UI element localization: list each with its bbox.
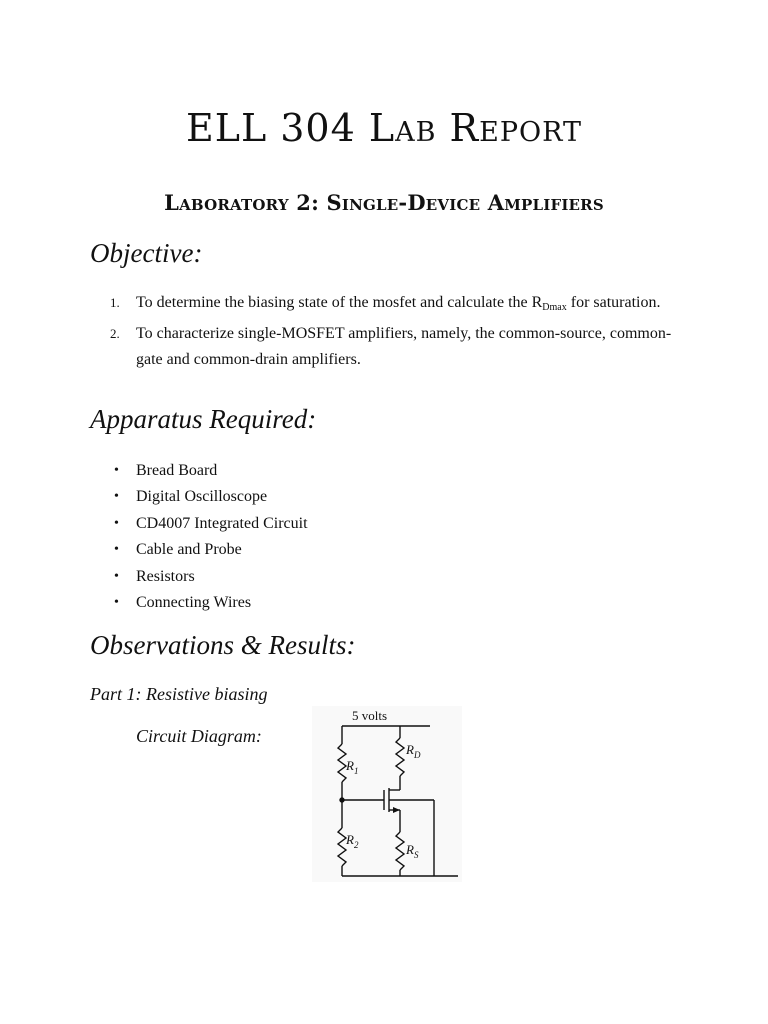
list-item xyxy=(110,484,510,510)
bullet-icon: • xyxy=(114,463,119,478)
circuit-diagram-label: Circuit Diagram: xyxy=(136,726,262,746)
rs-label: $R_S$ xyxy=(406,842,419,860)
subscript: Dmax xyxy=(542,302,567,313)
objective-list xyxy=(110,290,690,373)
objective-item-2 xyxy=(110,321,690,373)
supply-label: 5 volts xyxy=(352,708,388,723)
rs-resistor xyxy=(396,832,404,870)
list-item xyxy=(110,458,510,484)
circuit-diagram xyxy=(312,706,462,882)
list-item xyxy=(110,537,510,563)
objective-heading: Objective: xyxy=(90,238,203,268)
item-text: Digital Oscilloscope xyxy=(136,488,268,506)
apparatus-heading: Apparatus Required: xyxy=(90,404,317,434)
bullet-icon: • xyxy=(114,542,119,558)
objective-text: To characterize single-MOSFET amplifiers, namely, the common-source, common-gate and common-drain amplifiers. xyxy=(136,325,672,368)
rd-resistor xyxy=(396,738,404,776)
list-number: 1. xyxy=(110,295,120,310)
part1-title: Part 1: Resistive biasing xyxy=(90,684,268,704)
r2-resistor xyxy=(338,828,346,866)
report-title: ELL 304 Lab Report xyxy=(185,106,583,150)
r1-resistor xyxy=(338,744,346,782)
rd-label: $R_D$ xyxy=(406,742,421,760)
lab-subtitle: Laboratory 2: Single-Device Amplifiers xyxy=(164,190,604,215)
list-number: 2. xyxy=(110,326,120,341)
list-item xyxy=(110,590,510,616)
item-text: Cable and Probe xyxy=(136,541,242,559)
bullet-icon: • xyxy=(114,489,119,505)
item-text: CD4007 Integrated Circuit xyxy=(136,514,308,532)
r1-label: $R_1$ xyxy=(346,758,359,776)
item-text: Resistors xyxy=(136,567,195,585)
apparatus-list xyxy=(110,458,510,616)
objective-item-1 xyxy=(110,290,690,321)
mosfet-arrow-icon xyxy=(393,807,400,813)
bullet-icon: • xyxy=(114,515,119,531)
list-item xyxy=(110,564,510,590)
item-text: Bread Board xyxy=(136,462,218,479)
objective-text: To determine the biasing state of the mosfet and calculate the R xyxy=(136,294,543,311)
bullet-icon: • xyxy=(114,568,119,584)
item-text: Connecting Wires xyxy=(136,594,252,612)
r2-label: $R_2$ xyxy=(346,832,359,850)
bullet-icon: • xyxy=(114,595,119,611)
objective-text-end: for saturation. xyxy=(566,294,661,311)
list-item xyxy=(110,511,510,537)
observations-heading: Observations & Results: xyxy=(90,630,356,660)
